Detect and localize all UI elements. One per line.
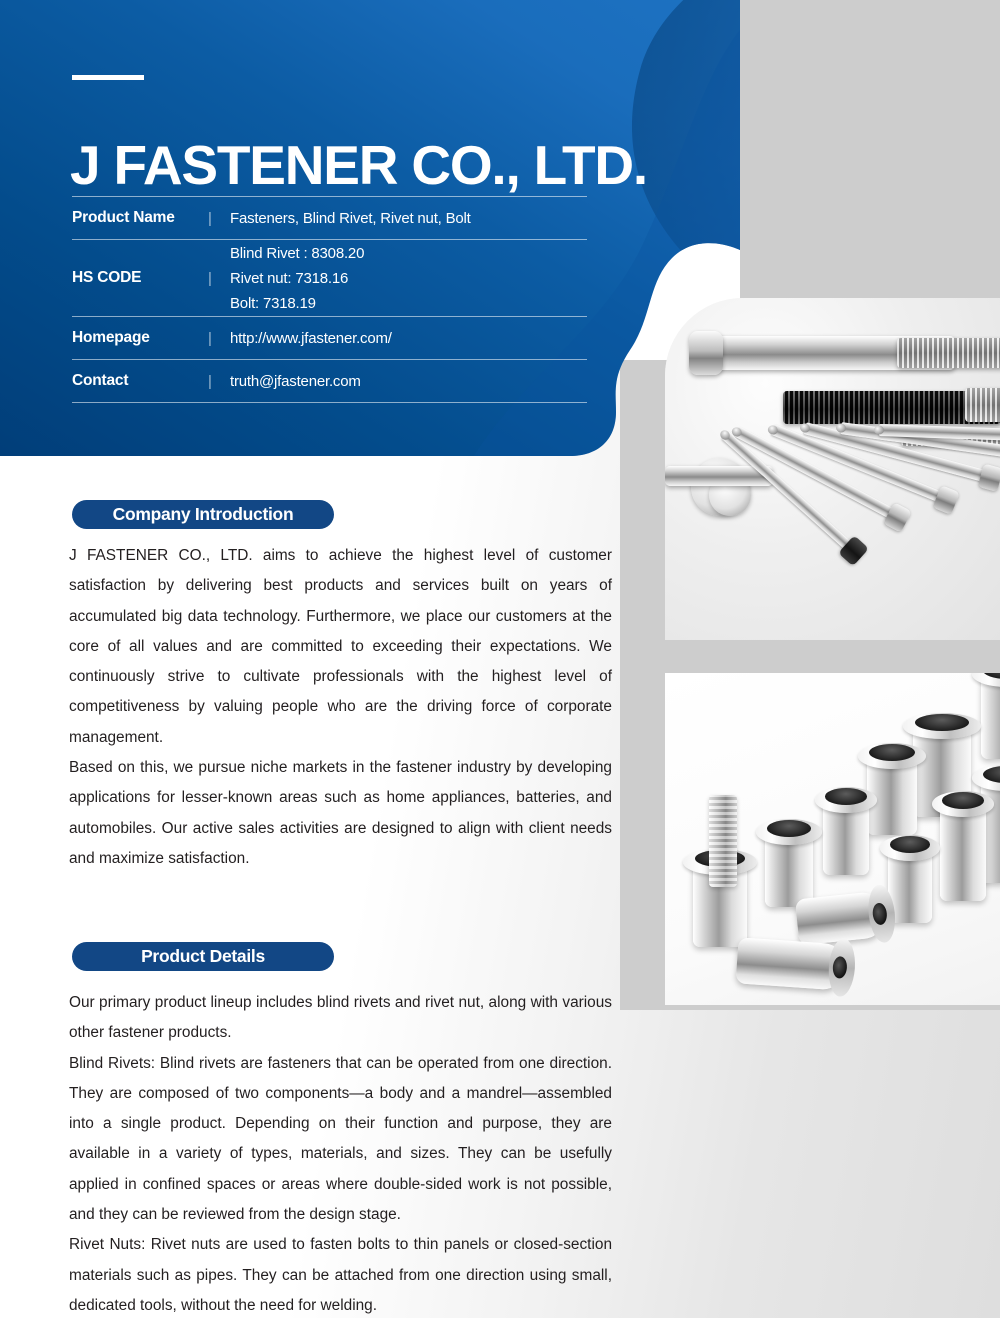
info-label: Homepage <box>72 329 150 346</box>
nut-flange <box>903 713 982 739</box>
nut-bore <box>942 792 985 809</box>
section-badge-product-details: Product Details <box>72 942 334 971</box>
info-row-product-name <box>72 196 587 240</box>
bolt-thread <box>897 338 1000 368</box>
rivet-nut <box>823 793 869 875</box>
info-row-hs-code <box>72 240 587 317</box>
paragraph: J FASTENER CO., LTD. aims to achieve the highest level of customer satisfaction by delivering best products and services built on years of accumulated big data technology. Furthermore, we place our customers at the core of all values and are committed to exceeding their expectations. We continuously strive to cultivate professionals with the highest level of competitiveness by valuing people who are the driving force of corporate management. <box>69 547 612 746</box>
header-panel <box>0 0 740 460</box>
threaded-rod-end <box>965 388 1000 422</box>
paragraph: Blind Rivets: Blind rivets are fasteners that can be operated from one direction. They are composed of two components—a body and a mandrel—assembled into a single product. Depending on their function and purpose, they are available in a variety of types, materials, and sizes. They can be usefully applied in confined spaces or areas where double-sided work is not possible, and they can be reviewed from the design stage. <box>69 1054 612 1224</box>
hs-code-line: Rivet nut: 7318.16 <box>230 269 349 287</box>
nut-bore <box>890 836 931 853</box>
rivet-nut-stud <box>709 795 737 887</box>
paragraph: Our primary product lineup includes blind rivets and rivet nut, along with various other fastener products. <box>69 994 612 1042</box>
nut-bore <box>983 673 1000 679</box>
accent-bar <box>72 75 144 80</box>
homepage-link[interactable]: http://www.jfastener.com/ <box>230 329 392 347</box>
paragraph: Based on this, we pursue niche markets in the fastener industry by developing applications for lesser-known areas such as home appliances, batteries, and automobiles. Our active sales activities are designed to align with client needs and maximize satisfaction. <box>69 759 612 867</box>
nut-bore <box>825 788 868 805</box>
rivet-nut-lying <box>736 937 847 990</box>
rivet-nut <box>765 825 813 907</box>
rivet-nut <box>940 797 986 901</box>
section-badge-company-introduction: Company Introduction <box>72 500 334 529</box>
info-value: Fasteners, Blind Rivet, Rivet nut, Bolt <box>230 209 471 227</box>
rivet-nuts-photo-content <box>665 673 1000 1005</box>
nut-flange <box>880 835 940 861</box>
nut-flange <box>815 787 878 813</box>
nut-flange <box>756 819 821 845</box>
hs-code-line: Blind Rivet : 8308.20 <box>230 244 365 262</box>
info-value <box>230 241 364 316</box>
paragraph: Rivet Nuts: Rivet nuts are used to fasten bolts to thin panels or closed-section materials such as pipes. They can be attached from one direction using small, dedicated tools, without the need for welding. <box>69 1236 612 1314</box>
contact-email-link[interactable]: truth@jfastener.com <box>230 372 361 390</box>
info-separator: | <box>208 269 212 287</box>
info-row-homepage <box>72 317 587 360</box>
product-details-text <box>69 988 612 1321</box>
info-row-contact <box>72 360 587 403</box>
info-separator: | <box>208 209 212 227</box>
rivet-nut <box>867 749 917 835</box>
company-info-table <box>72 196 587 403</box>
info-label: HS CODE <box>72 269 142 286</box>
info-separator: | <box>208 329 212 347</box>
nut-bore <box>869 744 915 761</box>
company-introduction-text <box>69 541 612 874</box>
info-label: Product Name <box>72 209 175 226</box>
nut-bore <box>767 820 811 837</box>
page-title: J FASTENER CO., LTD. <box>70 133 647 196</box>
nut-flange <box>932 791 995 817</box>
nut-bore <box>983 766 1000 783</box>
nut-flange <box>858 743 926 769</box>
hs-code-line: Bolt: 7318.19 <box>230 294 316 312</box>
info-separator: | <box>208 372 212 390</box>
info-label: Contact <box>72 372 129 389</box>
nut-bore <box>915 714 969 731</box>
rivet-nuts-photo <box>665 673 1000 1005</box>
header-content <box>0 0 647 460</box>
rivet-nut <box>981 673 1000 759</box>
